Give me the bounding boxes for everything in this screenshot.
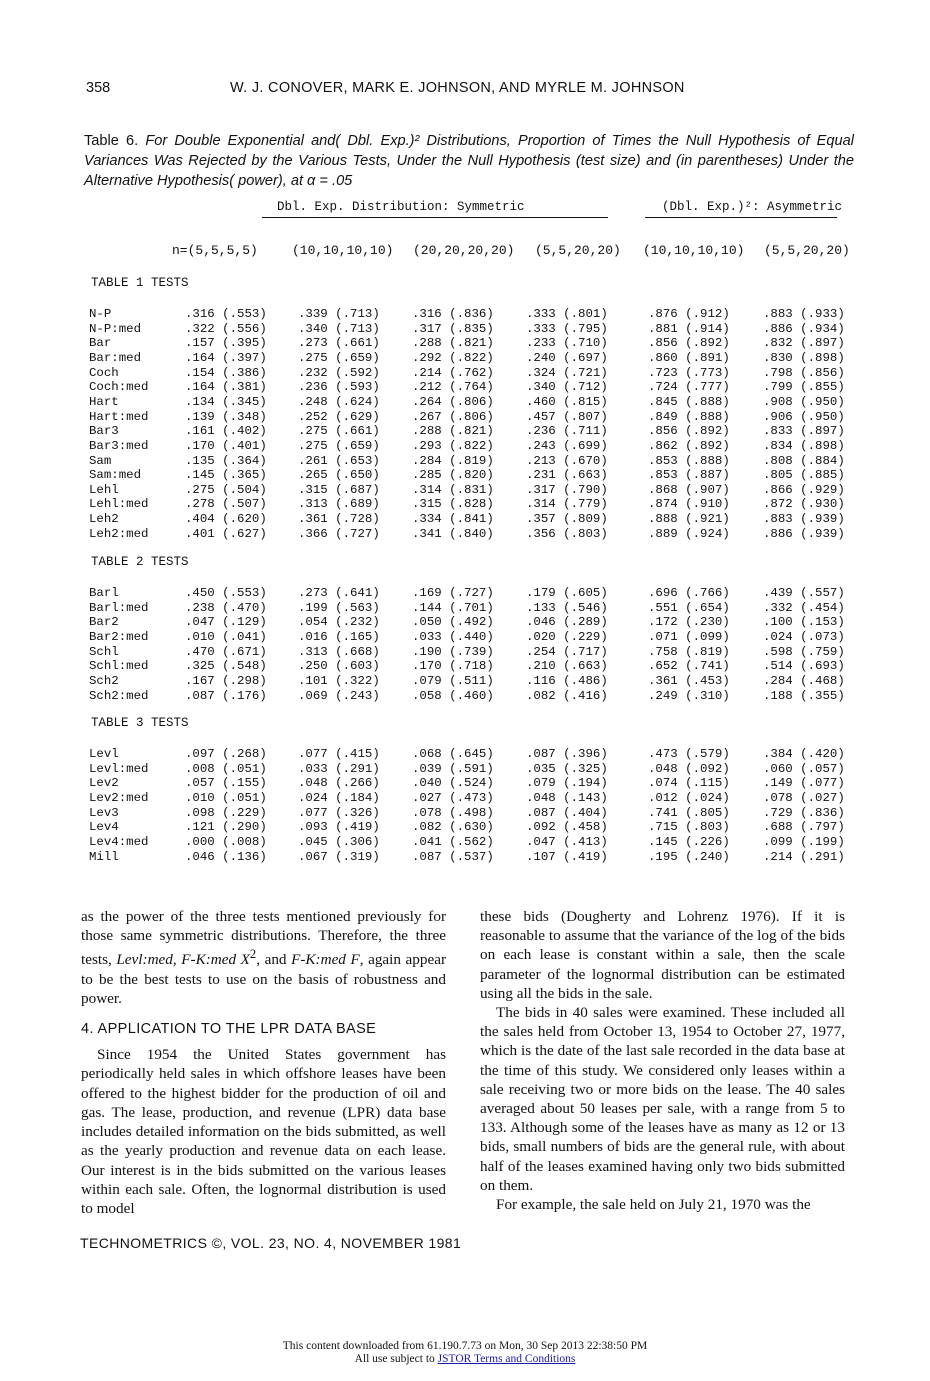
table-cell: .313 (.689)	[298, 497, 380, 511]
row-label: Bar	[89, 336, 112, 350]
table-cell: .213 (.670)	[526, 454, 608, 468]
row-label: Levl:med	[89, 762, 149, 776]
table-cell: .069 (.243)	[298, 689, 380, 703]
group-heading-symmetric: Dbl. Exp. Distribution: Symmetric	[277, 200, 525, 214]
table-row	[0, 601, 930, 615]
table-cell: .688 (.797)	[763, 820, 845, 834]
table-cell: .285 (.820)	[412, 468, 494, 482]
table-cell: .087 (.537)	[412, 850, 494, 864]
table-cell: .845 (.888)	[648, 395, 730, 409]
row-label: Lehl:med	[89, 497, 149, 511]
table-cell: .862 (.892)	[648, 439, 730, 453]
row-label: Barl:med	[89, 601, 149, 615]
table-cell: .886 (.934)	[763, 322, 845, 336]
jstor-terms-link[interactable]: JSTOR Terms and Conditions	[437, 1353, 576, 1365]
row-label: Sam	[89, 454, 112, 468]
table-cell: .068 (.645)	[412, 747, 494, 761]
body-right-column	[480, 907, 845, 1214]
table-cell: .243 (.699)	[526, 439, 608, 453]
table-cell: .278 (.507)	[185, 497, 267, 511]
table-cell: .366 (.727)	[298, 527, 380, 541]
section-title: TABLE 2 TESTS	[91, 555, 189, 569]
table-cell: .866 (.929)	[763, 483, 845, 497]
table-cell: .384 (.420)	[763, 747, 845, 761]
table-cell: .288 (.821)	[412, 336, 494, 350]
row-label: Lev2:med	[89, 791, 149, 805]
column-header-2: (10,10,10,10)	[292, 243, 394, 258]
table-cell: .039 (.591)	[412, 762, 494, 776]
table-cell: .214 (.291)	[763, 850, 845, 864]
table-cell: .404 (.620)	[185, 512, 267, 526]
table-cell: .288 (.821)	[412, 424, 494, 438]
column-header-5: (10,10,10,10)	[643, 243, 745, 258]
table-cell: .265 (.650)	[298, 468, 380, 482]
row-label: Leh2:med	[89, 527, 149, 541]
table-cell: .729 (.836)	[763, 806, 845, 820]
table-cell: .050 (.492)	[412, 615, 494, 629]
table-cell: .016 (.165)	[298, 630, 380, 644]
table-cell: .876 (.912)	[648, 307, 730, 321]
table-row	[0, 791, 930, 805]
table-cell: .078 (.498)	[412, 806, 494, 820]
column-header-6: (5,5,20,20)	[764, 243, 850, 258]
table-row	[0, 850, 930, 864]
table-cell: .077 (.326)	[298, 806, 380, 820]
page-number: 358	[86, 80, 111, 96]
table-cell: .284 (.468)	[763, 674, 845, 688]
table-cell: .074 (.115)	[648, 776, 730, 790]
row-label: Bar2:med	[89, 630, 149, 644]
table-row	[0, 512, 930, 526]
table-cell: .324 (.721)	[526, 366, 608, 380]
caption-text: For Double Exponential and( Dbl. Exp.)² Distributions, Proportion of Times the Null Hypothesis of Equal Variances Was Rejected by the Various Tests, Under the Null Hypothesis (test size) and (in parentheses) Under the Alternative Hypothesis( power), at α = .05	[84, 133, 854, 189]
table-cell: .060 (.057)	[763, 762, 845, 776]
table-cell: .093 (.419)	[298, 820, 380, 834]
table-cell: .231 (.663)	[526, 468, 608, 482]
table-cell: .079 (.194)	[526, 776, 608, 790]
table-cell: .830 (.898)	[763, 351, 845, 365]
row-label: Sch2	[89, 674, 119, 688]
table-cell: .172 (.230)	[648, 615, 730, 629]
table-cell: .339 (.713)	[298, 307, 380, 321]
table-cell: .145 (.226)	[648, 835, 730, 849]
table-cell: .361 (.728)	[298, 512, 380, 526]
table-cell: .248 (.624)	[298, 395, 380, 409]
table-cell: .273 (.641)	[298, 586, 380, 600]
table-cell: .116 (.486)	[526, 674, 608, 688]
section-heading: 4. APPLICATION TO THE LPR DATA BASE	[81, 1021, 377, 1038]
table-cell: .872 (.930)	[763, 497, 845, 511]
group-rule-asymmetric	[645, 217, 837, 218]
table-cell: .252 (.629)	[298, 410, 380, 424]
table-caption	[84, 131, 854, 191]
table-cell: .232 (.592)	[298, 366, 380, 380]
table-cell: .238 (.470)	[185, 601, 267, 615]
row-label: Schl:med	[89, 659, 149, 673]
table-cell: .340 (.712)	[526, 380, 608, 394]
table-cell: .316 (.836)	[412, 307, 494, 321]
table-cell: .833 (.897)	[763, 424, 845, 438]
table-cell: .273 (.661)	[298, 336, 380, 350]
table-cell: .249 (.310)	[648, 689, 730, 703]
table-cell: .079 (.511)	[412, 674, 494, 688]
table-cell: .046 (.136)	[185, 850, 267, 864]
left-paragraph-2: Since 1954 the United States government has periodically held sales in which offshore leases have been offered to the highest bidder for the production of oil and gas. The lease, production, and revenue (LPR) data base includes detailed information on the bids submitted, as well as the yearly production and revenue data on each lease. Our interest is in the bids submitted on the various leases within each sale. Often, the lognormal distribution is used to model	[81, 1046, 446, 1217]
table-row	[0, 468, 930, 482]
table-row	[0, 410, 930, 424]
table-cell: .724 (.777)	[648, 380, 730, 394]
table-cell: .267 (.806)	[412, 410, 494, 424]
section-title: TABLE 1 TESTS	[91, 276, 189, 290]
table-row	[0, 307, 930, 321]
running-head: W. J. CONOVER, MARK E. JOHNSON, AND MYRLE M. JOHNSON	[230, 80, 685, 96]
table-cell: .457 (.807)	[526, 410, 608, 424]
table-cell: .275 (.659)	[298, 439, 380, 453]
download-note: This content downloaded from 61.190.7.73 on Mon, 30 Sep 2013 22:38:50 PM	[282, 1340, 648, 1352]
table-cell: .883 (.939)	[763, 512, 845, 526]
table-cell: .121 (.290)	[185, 820, 267, 834]
table-cell: .908 (.950)	[763, 395, 845, 409]
table-cell: .317 (.835)	[412, 322, 494, 336]
table-cell: .325 (.548)	[185, 659, 267, 673]
table-cell: .067 (.319)	[298, 850, 380, 864]
table-cell: .092 (.458)	[526, 820, 608, 834]
table-cell: .741 (.805)	[648, 806, 730, 820]
table-cell: .047 (.413)	[526, 835, 608, 849]
table-row	[0, 322, 930, 336]
table-cell: .888 (.921)	[648, 512, 730, 526]
table-cell: .315 (.828)	[412, 497, 494, 511]
row-label: Lev3	[89, 806, 119, 820]
table-row	[0, 586, 930, 600]
table-cell: .087 (.404)	[526, 806, 608, 820]
table-cell: .071 (.099)	[648, 630, 730, 644]
table-row	[0, 351, 930, 365]
table-cell: .551 (.654)	[648, 601, 730, 615]
table-cell: .849 (.888)	[648, 410, 730, 424]
table-cell: .041 (.562)	[412, 835, 494, 849]
table-cell: .195 (.240)	[648, 850, 730, 864]
table-cell: .048 (.143)	[526, 791, 608, 805]
table-row	[0, 380, 930, 394]
table-cell: .098 (.229)	[185, 806, 267, 820]
table-cell: .315 (.687)	[298, 483, 380, 497]
table-cell: .832 (.897)	[763, 336, 845, 350]
row-label: Leh2	[89, 512, 119, 526]
row-label: Bar2	[89, 615, 119, 629]
table-cell: .179 (.605)	[526, 586, 608, 600]
table-row	[0, 835, 930, 849]
group-heading-asymmetric: (Dbl. Exp.)²: Asymmetric	[662, 200, 843, 214]
table-cell: .169 (.727)	[412, 586, 494, 600]
table-cell: .214 (.762)	[412, 366, 494, 380]
table-cell: .881 (.914)	[648, 322, 730, 336]
table-row	[0, 806, 930, 820]
table-row	[0, 497, 930, 511]
table-cell: .341 (.840)	[412, 527, 494, 541]
table-cell: .333 (.795)	[526, 322, 608, 336]
row-label: Bar:med	[89, 351, 142, 365]
table-cell: .598 (.759)	[763, 645, 845, 659]
table-cell: .082 (.630)	[412, 820, 494, 834]
row-label: Lev4	[89, 820, 119, 834]
table-cell: .054 (.232)	[298, 615, 380, 629]
table-row	[0, 689, 930, 703]
table-cell: .874 (.910)	[648, 497, 730, 511]
table-cell: .046 (.289)	[526, 615, 608, 629]
table-cell: .284 (.819)	[412, 454, 494, 468]
row-label: N-P:med	[89, 322, 142, 336]
row-label: Bar3	[89, 424, 119, 438]
table-cell: .008 (.051)	[185, 762, 267, 776]
table-cell: .048 (.266)	[298, 776, 380, 790]
table-cell: .133 (.546)	[526, 601, 608, 615]
table-cell: .470 (.671)	[185, 645, 267, 659]
table-cell: .135 (.364)	[185, 454, 267, 468]
table-cell: .860 (.891)	[648, 351, 730, 365]
table-cell: .401 (.627)	[185, 527, 267, 541]
section-title: TABLE 3 TESTS	[91, 716, 189, 730]
column-header-1: n=(5,5,5,5)	[172, 243, 258, 258]
table-cell: .361 (.453)	[648, 674, 730, 688]
table-cell: .047 (.129)	[185, 615, 267, 629]
row-label: Hart	[89, 395, 119, 409]
table-cell: .027 (.473)	[412, 791, 494, 805]
terms-line	[0, 1353, 930, 1365]
table-cell: .057 (.155)	[185, 776, 267, 790]
table-cell: .157 (.395)	[185, 336, 267, 350]
row-label: N-P	[89, 307, 112, 321]
table-cell: .696 (.766)	[648, 586, 730, 600]
table-cell: .293 (.822)	[412, 439, 494, 453]
table-cell: .033 (.291)	[298, 762, 380, 776]
table-cell: .473 (.579)	[648, 747, 730, 761]
table-row	[0, 674, 930, 688]
table-cell: .012 (.024)	[648, 791, 730, 805]
table-cell: .164 (.397)	[185, 351, 267, 365]
table-cell: .240 (.697)	[526, 351, 608, 365]
table-row	[0, 776, 930, 790]
table-row	[0, 747, 930, 761]
table-cell: .460 (.815)	[526, 395, 608, 409]
table-cell: .853 (.888)	[648, 454, 730, 468]
table-cell: .275 (.659)	[298, 351, 380, 365]
table-cell: .450 (.553)	[185, 586, 267, 600]
table-cell: .261 (.653)	[298, 454, 380, 468]
table-cell: .906 (.950)	[763, 410, 845, 424]
column-header-3: (20,20,20,20)	[413, 243, 515, 258]
table-cell: .886 (.939)	[763, 527, 845, 541]
table-cell: .723 (.773)	[648, 366, 730, 380]
row-label: Coch	[89, 366, 119, 380]
table-cell: .314 (.779)	[526, 497, 608, 511]
table-cell: .758 (.819)	[648, 645, 730, 659]
table-cell: .100 (.153)	[763, 615, 845, 629]
table-row	[0, 336, 930, 350]
table-cell: .154 (.386)	[185, 366, 267, 380]
row-label: Lev4:med	[89, 835, 149, 849]
row-label: Schl	[89, 645, 119, 659]
table-cell: .333 (.801)	[526, 307, 608, 321]
table-cell: .170 (.718)	[412, 659, 494, 673]
table-cell: .316 (.553)	[185, 307, 267, 321]
table-cell: .010 (.051)	[185, 791, 267, 805]
table-row	[0, 645, 930, 659]
table-cell: .883 (.933)	[763, 307, 845, 321]
table-cell: .087 (.396)	[526, 747, 608, 761]
table-cell: .058 (.460)	[412, 689, 494, 703]
table-cell: .020 (.229)	[526, 630, 608, 644]
table-cell: .040 (.524)	[412, 776, 494, 790]
table-cell: .264 (.806)	[412, 395, 494, 409]
table-row	[0, 659, 930, 673]
table-cell: .834 (.898)	[763, 439, 845, 453]
row-label: Lehl	[89, 483, 119, 497]
row-label: Hart:med	[89, 410, 149, 424]
table-cell: .134 (.345)	[185, 395, 267, 409]
table-cell: .715 (.803)	[648, 820, 730, 834]
table-cell: .170 (.401)	[185, 439, 267, 453]
table-cell: .322 (.556)	[185, 322, 267, 336]
table-cell: .236 (.593)	[298, 380, 380, 394]
table-cell: .250 (.603)	[298, 659, 380, 673]
table-cell: .313 (.668)	[298, 645, 380, 659]
table-cell: .164 (.381)	[185, 380, 267, 394]
right-paragraph-3: For example, the sale held on July 21, 1970 was the	[496, 1196, 811, 1214]
table-cell: .233 (.710)	[526, 336, 608, 350]
table-cell: .340 (.713)	[298, 322, 380, 336]
table-cell: .275 (.661)	[298, 424, 380, 438]
table-cell: .314 (.831)	[412, 483, 494, 497]
table-cell: .024 (.184)	[298, 791, 380, 805]
left-paragraph-1: as the power of the three tests mentioned previously for those same symmetric distributions. Therefore, the three tests, Levl:med, F-K:med $X^2$, and F-K:med F, again appear to be the best tests to use on the basis of robustness and power.	[81, 908, 447, 1007]
table-cell: .514 (.693)	[763, 659, 845, 673]
table-row	[0, 454, 930, 468]
table-row	[0, 615, 930, 629]
table-cell: .000 (.008)	[185, 835, 267, 849]
column-header-4: (5,5,20,20)	[535, 243, 621, 258]
table-cell: .035 (.325)	[526, 762, 608, 776]
table-cell: .188 (.355)	[763, 689, 845, 703]
table-cell: .139 (.348)	[185, 410, 267, 424]
table-cell: .652 (.741)	[648, 659, 730, 673]
table-cell: .853 (.887)	[648, 468, 730, 482]
terms-prefix: All use subject to	[354, 1353, 438, 1365]
table-row	[0, 366, 930, 380]
table-cell: .356 (.803)	[526, 527, 608, 541]
row-label: Bar3:med	[89, 439, 149, 453]
table-cell: .292 (.822)	[412, 351, 494, 365]
table-cell: .045 (.306)	[298, 835, 380, 849]
table-cell: .161 (.402)	[185, 424, 267, 438]
table-cell: .212 (.764)	[412, 380, 494, 394]
table-row	[0, 527, 930, 541]
table-cell: .798 (.856)	[763, 366, 845, 380]
row-label: Mill	[89, 850, 119, 864]
table-cell: .334 (.841)	[412, 512, 494, 526]
row-label: Lev2	[89, 776, 119, 790]
table-cell: .149 (.077)	[763, 776, 845, 790]
table-cell: .082 (.416)	[526, 689, 608, 703]
table-cell: .077 (.415)	[298, 747, 380, 761]
table-cell: .199 (.563)	[298, 601, 380, 615]
row-label: Barl	[89, 586, 119, 600]
table-cell: .097 (.268)	[185, 747, 267, 761]
table-row	[0, 439, 930, 453]
journal-footer: TECHNOMETRICS ©, VOL. 23, NO. 4, NOVEMBER 1981	[80, 1235, 462, 1251]
table-row	[0, 424, 930, 438]
right-paragraph-1: these bids (Dougherty and Lohrenz 1976). If it is reasonable to assume that the variance of the log of the bids on each lease is constant within a sale, then the scale parameter of the lognormal distribution can be estimated using all the bids in the sale.	[480, 908, 845, 1002]
table-cell: .033 (.440)	[412, 630, 494, 644]
table-cell: .889 (.924)	[648, 527, 730, 541]
table-cell: .799 (.855)	[763, 380, 845, 394]
row-label: Levl	[89, 747, 119, 761]
table-cell: .254 (.717)	[526, 645, 608, 659]
table-cell: .145 (.365)	[185, 468, 267, 482]
table-cell: .868 (.907)	[648, 483, 730, 497]
table-cell: .099 (.199)	[763, 835, 845, 849]
table-cell: .048 (.092)	[648, 762, 730, 776]
table-cell: .078 (.027)	[763, 791, 845, 805]
table-cell: .210 (.663)	[526, 659, 608, 673]
table-cell: .856 (.892)	[648, 336, 730, 350]
row-label: Coch:med	[89, 380, 149, 394]
table-cell: .317 (.790)	[526, 483, 608, 497]
table-cell: .144 (.701)	[412, 601, 494, 615]
body-left-column	[81, 907, 446, 1218]
table-cell: .332 (.454)	[763, 601, 845, 615]
table-cell: .010 (.041)	[185, 630, 267, 644]
table-row	[0, 762, 930, 776]
table-cell: .190 (.739)	[412, 645, 494, 659]
table-row	[0, 820, 930, 834]
table-cell: .805 (.885)	[763, 468, 845, 482]
table-cell: .808 (.884)	[763, 454, 845, 468]
table-cell: .856 (.892)	[648, 424, 730, 438]
table-cell: .275 (.504)	[185, 483, 267, 497]
row-label: Sam:med	[89, 468, 142, 482]
row-label: Sch2:med	[89, 689, 149, 703]
table-row	[0, 630, 930, 644]
table-row	[0, 483, 930, 497]
table-cell: .087 (.176)	[185, 689, 267, 703]
right-paragraph-2: The bids in 40 sales were examined. These included all the sales held from October 13, 1954 to October 27, 1977, which is the date of the last sale recorded in the data base at the time of this study. We considered only leases within a sale receiving two or more bids on the lease. The 40 sales averaged about 50 leases per sale, with a range from 5 to 133. Although some of the leases have as many as 12 or 13 bids, small numbers of bids are the general rule, with about half of the leases examined having only two bids submitted on them.	[480, 1004, 845, 1194]
table-cell: .167 (.298)	[185, 674, 267, 688]
table-cell: .357 (.809)	[526, 512, 608, 526]
table-cell: .439 (.557)	[763, 586, 845, 600]
group-rule-symmetric	[262, 217, 608, 218]
table-cell: .236 (.711)	[526, 424, 608, 438]
caption-label: Table 6.	[84, 133, 139, 149]
table-cell: .107 (.419)	[526, 850, 608, 864]
table-cell: .024 (.073)	[763, 630, 845, 644]
table-row	[0, 395, 930, 409]
table-cell: .101 (.322)	[298, 674, 380, 688]
